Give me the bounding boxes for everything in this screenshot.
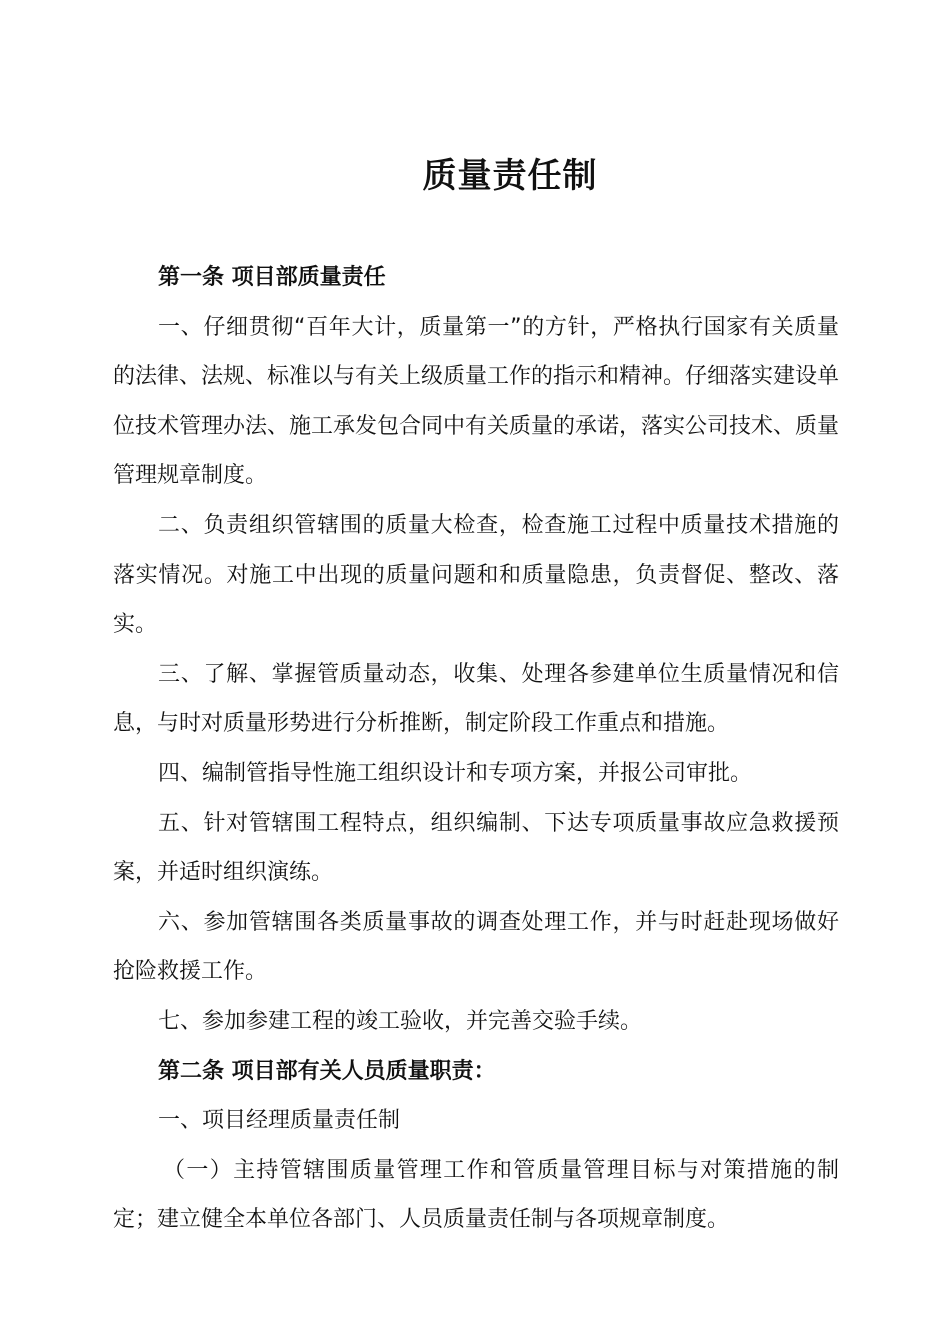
paragraph: 一、仔细贯彻“百年大计，质量第一”的方针，严格执行国家有关质量的法律、法规、标准以与有关上级质量工作的指示和精神。仔细落实建设单位技术管理办法、施工承发包合同中有关质量的承诺，落实公司技术、质量管理规章制度。 bbox=[113, 314, 840, 489]
article-heading: 第二条 项目部有关人员质量职责： bbox=[158, 1058, 496, 1084]
paragraph: 二、负责组织管辖围的质量大检查，检查施工过程中质量技术措施的落实情况。对施工中出现的质量问题和和质量隐患，负责督促、整改、落实。 bbox=[113, 512, 839, 638]
article-heading: 第一条 项目部质量责任 bbox=[158, 265, 386, 290]
paragraph: 五、针对管辖围工程特点，组织编制、下达专项质量事故应急救援预案，并适时组织演练。 bbox=[113, 810, 839, 886]
paragraph: 七、参加参建工程的竣工验收，并完善交验手续。 bbox=[158, 1008, 643, 1034]
paragraph: 四、编制管指导性施工组织设计和专项方案，并报公司审批。 bbox=[158, 760, 753, 786]
document-title: 质量责任制 bbox=[422, 156, 598, 196]
paragraph: 一、项目经理质量责任制 bbox=[158, 1108, 401, 1134]
sub-paragraph: （一）主持管辖围质量管理工作和管质量管理目标与对策措施的制定；建立健全本单位各部门、人员质量责任制与各项规章制度。 bbox=[113, 1157, 839, 1233]
document-body bbox=[113, 253, 839, 1245]
paragraph: 三、了解、掌握管质量动态，收集、处理各参建单位生质量情况和信息，与时对质量形势进行分析推断，制定阶段工作重点和措施。 bbox=[113, 661, 839, 737]
paragraph: 六、参加管辖围各类质量事故的调查处理工作，并与时赶赴现场做好抢险救援工作。 bbox=[113, 909, 839, 985]
